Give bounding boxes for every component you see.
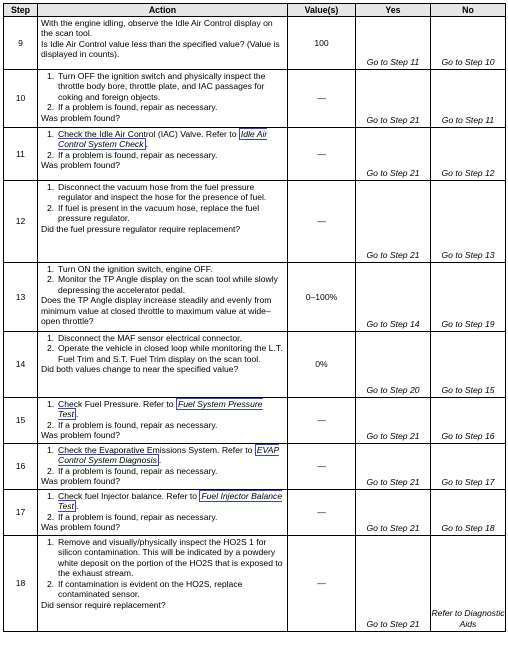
- no-cell: [431, 332, 506, 398]
- yes-cell: [356, 398, 431, 444]
- action-list-item: [41, 491, 284, 512]
- list-number: 1.: [47, 182, 55, 192]
- list-text: If fuel is present in the vacuum hose, replace the fuel pressure regulator.: [58, 202, 260, 224]
- yes-cell: [356, 70, 431, 128]
- no-cell: [431, 181, 506, 263]
- action-question: Did the fuel pressure regulator require replacement?: [41, 223, 241, 234]
- yes-next-step-link[interactable]: Go to Step 21: [366, 114, 420, 125]
- action-cell: [38, 70, 288, 128]
- action-list-item: [41, 512, 284, 522]
- no-next-step-link[interactable]: Go to Step 15: [441, 384, 495, 395]
- action-list-item: [41, 399, 284, 420]
- yes-next-step-link[interactable]: Go to Step 21: [366, 430, 420, 441]
- step-number: 10: [4, 70, 38, 128]
- action-question: Did sensor require replacement?: [41, 599, 166, 610]
- value-cell: —: [288, 398, 356, 444]
- action-list-item: [41, 182, 284, 203]
- action-list-item: [41, 264, 284, 274]
- action-question: Did both values change to near the specified value?: [41, 364, 239, 375]
- list-number: 2.: [47, 202, 55, 213]
- step-number: 14: [4, 332, 38, 398]
- no-next-step-link[interactable]: Go to Step 17: [441, 476, 495, 487]
- list-text: Turn ON the ignition switch, engine OFF.: [58, 264, 213, 274]
- table-row: [4, 128, 506, 181]
- list-text: If contamination is evident on the HO2S, replace contaminated sensor.: [58, 578, 243, 600]
- list-number: 2.: [47, 419, 55, 430]
- step-number: 12: [4, 181, 38, 263]
- yes-cell: [356, 181, 431, 263]
- list-number: 2.: [47, 149, 55, 160]
- action-list-item: [41, 466, 284, 476]
- no-cell: [431, 536, 506, 632]
- action-cell: [38, 128, 288, 181]
- yes-next-step-link[interactable]: Go to Step 21: [366, 476, 420, 487]
- table-row: [4, 181, 506, 263]
- action-list-item: [41, 579, 284, 600]
- reference-link[interactable]: Idle Air Control System Check: [58, 129, 268, 150]
- list-number: 1.: [47, 333, 55, 343]
- no-next-step-link[interactable]: Go to Step 18: [441, 522, 495, 533]
- yes-cell: [356, 444, 431, 490]
- step-number: 17: [4, 490, 38, 536]
- action-list-item: [41, 333, 284, 343]
- no-next-step-link[interactable]: Go to Step 13: [441, 249, 495, 260]
- header-values: Value(s): [288, 4, 356, 17]
- list-text: If a problem is found, repair as necessary.: [58, 102, 218, 113]
- action-cell: [38, 263, 288, 332]
- yes-next-step-link[interactable]: Go to Step 21: [366, 167, 420, 178]
- list-number: 1.: [47, 491, 55, 501]
- value-cell: —: [288, 536, 356, 632]
- yes-cell: [356, 332, 431, 398]
- header-yes: Yes: [356, 4, 431, 17]
- yes-cell: [356, 490, 431, 536]
- value-cell: —: [288, 490, 356, 536]
- yes-next-step-link[interactable]: Go to Step 21: [366, 522, 420, 533]
- action-cell: [38, 332, 288, 398]
- reference-link[interactable]: Fuel System Pressure Test: [58, 399, 263, 420]
- value-cell: 0%: [288, 332, 356, 398]
- table-body: [4, 17, 506, 632]
- table-row: [4, 444, 506, 490]
- no-next-step-link[interactable]: Go to Step 11: [441, 114, 495, 125]
- list-text: If a problem is found, repair as necessary.: [58, 511, 218, 522]
- action-text: Is Idle Air Control value less than the specified value? (Value is displayed in counts).: [41, 38, 280, 60]
- table-row: [4, 398, 506, 444]
- no-next-step-link[interactable]: Go to Step 19: [441, 318, 495, 329]
- step-number: 11: [4, 128, 38, 181]
- no-next-step-link[interactable]: Go to Step 16: [441, 430, 495, 441]
- table-row: [4, 332, 506, 398]
- list-number: 2.: [47, 465, 55, 476]
- yes-cell: [356, 128, 431, 181]
- action-text: With the engine idling, observe the Idle Air Control display on the scan tool.: [41, 18, 273, 39]
- yes-cell: [356, 263, 431, 332]
- yes-next-step-link[interactable]: Go to Step 11: [366, 56, 420, 67]
- reference-link[interactable]: EVAP Control System Diagnosis: [58, 445, 280, 466]
- list-text: Check the Evaporative Emissions System. Refer to EVAP Control System Diagnosis .: [58, 445, 280, 466]
- yes-next-step-link[interactable]: Go to Step 21: [366, 618, 420, 629]
- action-cell: [38, 17, 288, 70]
- list-number: 2.: [47, 102, 55, 113]
- action-list-item: [41, 203, 284, 224]
- action-list-item: [41, 150, 284, 160]
- list-number: 1.: [47, 264, 55, 274]
- no-cell: [431, 70, 506, 128]
- action-question: Was problem found?: [41, 112, 120, 123]
- table-row: [4, 70, 506, 128]
- list-number: 2.: [47, 511, 55, 522]
- table-row: [4, 263, 506, 332]
- action-cell: [38, 181, 288, 263]
- action-list-item: [41, 71, 284, 102]
- list-text: Check Fuel Pressure. Refer to Fuel System Pressure Test .: [58, 399, 263, 420]
- header-row: [4, 4, 506, 17]
- table-row: [4, 536, 506, 632]
- no-next-step-link[interactable]: Go to Step 10: [441, 56, 495, 67]
- value-cell: —: [288, 444, 356, 490]
- header-action: Action: [38, 4, 288, 17]
- list-text: Turn OFF the ignition switch and physically inspect the throttle body bore, throttle plate, and IAC passages for coking and foreign objects.: [58, 71, 266, 102]
- action-cell: [38, 490, 288, 536]
- action-question: Was problem found?: [41, 476, 120, 487]
- no-next-step-link[interactable]: Refer to Diagnostic Aids: [431, 608, 505, 629]
- list-number: 2.: [47, 274, 55, 285]
- step-number: 16: [4, 444, 38, 490]
- yes-cell: [356, 17, 431, 70]
- no-cell: [431, 444, 506, 490]
- value-cell: 0–100%: [288, 263, 356, 332]
- list-text: Check fuel Injector balance. Refer to Fuel Injector Balance Test .: [58, 491, 283, 512]
- action-cell: [38, 536, 288, 632]
- action-question: Was problem found?: [41, 160, 120, 171]
- list-number: 2.: [47, 578, 55, 589]
- table-row: [4, 490, 506, 536]
- value-cell: —: [288, 181, 356, 263]
- yes-next-step-link[interactable]: Go to Step 14: [366, 318, 420, 329]
- header-step: Step: [4, 4, 38, 17]
- list-text: Remove and visually/physically inspect the HO2S 1 for silicon contamination. This will be indicated by a powdery white deposit on the portion of the HO2S that is exposed to the exhaust stream.: [58, 537, 283, 579]
- list-number: 1.: [47, 399, 55, 409]
- yes-cell: [356, 536, 431, 632]
- action-list-item: [41, 445, 284, 466]
- list-text: Check the Idle Air Control (IAC) Valve. Refer to Idle Air Control System Check .: [58, 129, 268, 150]
- action-cell: [38, 398, 288, 444]
- action-question: Was problem found?: [41, 430, 120, 441]
- list-text: Disconnect the MAF sensor electrical connector.: [58, 333, 242, 343]
- list-text: If a problem is found, repair as necessary.: [58, 149, 218, 160]
- list-number: 2.: [47, 343, 55, 354]
- no-cell: [431, 128, 506, 181]
- reference-link[interactable]: Fuel Injector Balance Test: [58, 491, 283, 512]
- action-list-item: [41, 274, 284, 295]
- yes-next-step-link[interactable]: Go to Step 20: [366, 384, 420, 395]
- list-text: Operate the vehicle in closed loop while monitoring the L.T. Fuel Trim and S.T. Fuel Trim display on the scan tool.: [58, 343, 283, 364]
- list-number: 1.: [47, 129, 55, 139]
- list-text: Monitor the TP Angle display on the scan tool while slowly depressing the accelerator pedal.: [58, 274, 278, 295]
- step-number: 18: [4, 536, 38, 632]
- list-number: 1.: [47, 537, 55, 547]
- no-cell: [431, 17, 506, 70]
- action-list-item: [41, 102, 284, 112]
- no-cell: [431, 398, 506, 444]
- list-text: If a problem is found, repair as necessary.: [58, 419, 218, 430]
- no-cell: [431, 490, 506, 536]
- list-number: 1.: [47, 445, 55, 455]
- value-cell: —: [288, 70, 356, 128]
- no-cell: [431, 263, 506, 332]
- yes-next-step-link[interactable]: Go to Step 21: [366, 249, 420, 260]
- list-number: 1.: [47, 71, 55, 81]
- table-row: [4, 17, 506, 70]
- action-question: Does the TP Angle display increase steadily and evenly from minimum value at closed throttle to maximum value at wide–open throttle?: [41, 295, 272, 327]
- diagnostic-table: [3, 3, 506, 632]
- header-no: No: [431, 4, 506, 17]
- action-list-item: [41, 343, 284, 364]
- action-cell: [38, 444, 288, 490]
- action-list-item: [41, 537, 284, 579]
- value-cell: —: [288, 128, 356, 181]
- no-next-step-link[interactable]: Go to Step 12: [441, 167, 495, 178]
- value-cell: 100: [288, 17, 356, 70]
- action-list-item: [41, 129, 284, 150]
- list-text: If a problem is found, repair as necessary.: [58, 465, 218, 476]
- step-number: 15: [4, 398, 38, 444]
- action-list-item: [41, 420, 284, 430]
- action-question: Was problem found?: [41, 522, 120, 533]
- list-text: Disconnect the vacuum hose from the fuel pressure regulator and inspect the hose for the presence of fuel.: [58, 182, 267, 203]
- step-number: 9: [4, 17, 38, 70]
- step-number: 13: [4, 263, 38, 332]
